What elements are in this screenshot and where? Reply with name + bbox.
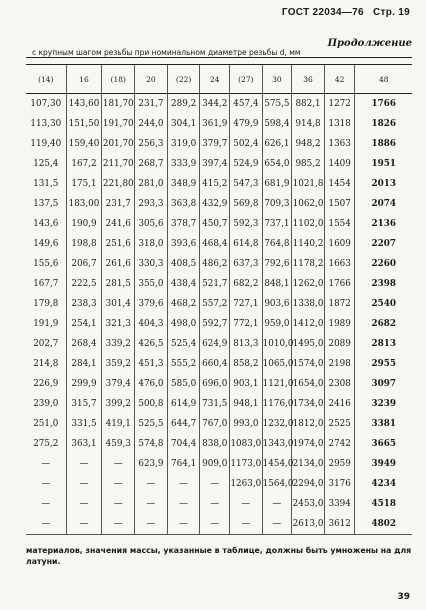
table-cell: 524,9 bbox=[229, 154, 262, 174]
table-cell: 181,70 bbox=[102, 94, 135, 115]
table-cell: 333,9 bbox=[167, 154, 200, 174]
table-cell: 1232,0 bbox=[262, 414, 292, 434]
table-cell: 149,6 bbox=[33, 239, 59, 249]
table-cell: 3665 bbox=[355, 434, 412, 454]
table-cell: 143,60 bbox=[66, 94, 102, 115]
table-cell: 3097 bbox=[355, 374, 412, 394]
table-cell: 251,6 bbox=[102, 234, 135, 254]
table-cell: 159,40 bbox=[66, 134, 102, 154]
table-cell: 2453,0 bbox=[292, 494, 325, 514]
table-cell: 1021,8 bbox=[292, 174, 325, 194]
table-cell: 1495,0 bbox=[292, 334, 325, 354]
table-cell: 468,4 bbox=[200, 234, 230, 254]
table-cell: 419,1 bbox=[102, 414, 135, 434]
table-row bbox=[26, 194, 412, 214]
table-cell: 331,5 bbox=[66, 414, 102, 434]
table-cell: 289,2 bbox=[167, 94, 200, 115]
table-cell: 175,1 bbox=[66, 174, 102, 194]
table-cell: — bbox=[135, 494, 168, 514]
table-cell: — bbox=[167, 494, 200, 514]
table-cell: 1454,0 bbox=[262, 454, 292, 474]
table-row bbox=[26, 394, 412, 414]
table-row bbox=[26, 274, 412, 294]
table-cell: 231,7 bbox=[102, 194, 135, 214]
table-cell: 959,0 bbox=[262, 314, 292, 334]
table-cell: 451,3 bbox=[135, 354, 168, 374]
table-cell: 167,2 bbox=[66, 154, 102, 174]
table-row bbox=[26, 114, 412, 134]
table-cell: 486,2 bbox=[200, 254, 230, 274]
table-cell: — bbox=[167, 474, 200, 494]
table-cell: 1343,0 bbox=[262, 434, 292, 454]
table-cell: 764,1 bbox=[167, 454, 200, 474]
table-cell: 1102,0 bbox=[292, 214, 325, 234]
table-cell: 1173,0 bbox=[229, 454, 262, 474]
table-cell: 2260 bbox=[355, 254, 412, 274]
column-header: (27) bbox=[229, 65, 262, 94]
table-cell: 2134,0 bbox=[292, 454, 325, 474]
table-cell: 623,9 bbox=[135, 454, 168, 474]
table-cell: 626,1 bbox=[262, 134, 292, 154]
table-cell: — bbox=[41, 459, 51, 469]
column-header: 42 bbox=[324, 65, 355, 94]
table-cell: 731,5 bbox=[200, 394, 230, 414]
table-cell: 379,4 bbox=[102, 374, 135, 394]
table-cell: 1083,0 bbox=[229, 434, 262, 454]
table-cell: 415,2 bbox=[200, 174, 230, 194]
table-cell: 256,3 bbox=[135, 134, 168, 154]
column-header: (18) bbox=[102, 65, 135, 94]
table-row bbox=[26, 494, 412, 514]
table-cell: 1554 bbox=[324, 214, 355, 234]
table-cell: — bbox=[229, 494, 262, 514]
table-cell: 637,3 bbox=[229, 254, 262, 274]
table-cell: 363,8 bbox=[167, 194, 200, 214]
table-cell: 318,0 bbox=[135, 234, 168, 254]
table-cell: — bbox=[229, 514, 262, 535]
table-cell: 355,0 bbox=[135, 274, 168, 294]
table-cell: 468,2 bbox=[167, 294, 200, 314]
table-row bbox=[26, 214, 412, 234]
table-cell: — bbox=[167, 514, 200, 535]
table-cell: 3381 bbox=[355, 414, 412, 434]
page-header bbox=[276, 7, 410, 18]
table-cell: 614,9 bbox=[167, 394, 200, 414]
table-cell: 214,8 bbox=[33, 359, 59, 369]
table-cell: 315,7 bbox=[66, 394, 102, 414]
table-cell: 1574,0 bbox=[292, 354, 325, 374]
table-cell: 479,9 bbox=[229, 114, 262, 134]
table-cell: 569,8 bbox=[229, 194, 262, 214]
table-cell: 624,9 bbox=[200, 334, 230, 354]
table-cell: 592,7 bbox=[200, 314, 230, 334]
table-cell: 764,8 bbox=[262, 234, 292, 254]
table-cell: 1272 bbox=[324, 94, 355, 115]
table-row bbox=[26, 454, 412, 474]
table-cell: 557,2 bbox=[200, 294, 230, 314]
column-header: 30 bbox=[262, 65, 292, 94]
table-cell: — bbox=[135, 474, 168, 494]
table-cell: 1412,0 bbox=[292, 314, 325, 334]
table-row bbox=[26, 314, 412, 334]
table-cell: 1262,0 bbox=[292, 274, 325, 294]
table-cell: 993,0 bbox=[229, 414, 262, 434]
table-row bbox=[26, 154, 412, 174]
table-cell: 654,0 bbox=[262, 154, 292, 174]
table-cell: — bbox=[102, 474, 135, 494]
table-cell: 2525 bbox=[324, 414, 355, 434]
column-header: 36 bbox=[292, 65, 325, 94]
table-cell: 3612 bbox=[324, 514, 355, 535]
table-cell: 191,9 bbox=[33, 319, 59, 329]
table-cell: 2207 bbox=[355, 234, 412, 254]
table-cell: 155,6 bbox=[33, 259, 59, 269]
table-cell: 1010,0 bbox=[262, 334, 292, 354]
table-cell: 792,6 bbox=[262, 254, 292, 274]
table-cell: 1766 bbox=[355, 94, 412, 115]
table-cell: 1140,2 bbox=[292, 234, 325, 254]
table-cell: 2294,0 bbox=[292, 474, 325, 494]
table-cell: 2013 bbox=[355, 174, 412, 194]
table-cell: 2682 bbox=[355, 314, 412, 334]
table-cell: 321,3 bbox=[102, 314, 135, 334]
table-cell: 378,7 bbox=[167, 214, 200, 234]
table-cell: 143,6 bbox=[33, 219, 59, 229]
table-cell: 1263,0 bbox=[229, 474, 262, 494]
table-cell: 119,40 bbox=[30, 139, 62, 149]
table-cell: 131,5 bbox=[33, 179, 59, 189]
table-cell: 261,6 bbox=[102, 254, 135, 274]
table-cell: 2955 bbox=[355, 354, 412, 374]
table-cell: 2308 bbox=[324, 374, 355, 394]
table-cell: 903,6 bbox=[262, 294, 292, 314]
table-cell: 476,0 bbox=[135, 374, 168, 394]
table-cell: 525,5 bbox=[135, 414, 168, 434]
table-cell: 221,80 bbox=[102, 174, 135, 194]
column-header: 20 bbox=[135, 65, 168, 94]
table-cell: 226,9 bbox=[33, 379, 59, 389]
table-cell: 498,0 bbox=[167, 314, 200, 334]
table-cell: — bbox=[26, 514, 66, 535]
table-cell: 574,8 bbox=[135, 434, 168, 454]
table-cell: 2136 bbox=[355, 214, 412, 234]
table-cell: 251,0 bbox=[33, 419, 59, 429]
table-cell: 2613,0 bbox=[292, 514, 325, 535]
table-cell: 1826 bbox=[355, 114, 412, 134]
table-cell: 2742 bbox=[324, 434, 355, 454]
table-cell: 281,0 bbox=[135, 174, 168, 194]
table-cell: — bbox=[102, 514, 135, 535]
table-cell: 397,4 bbox=[200, 154, 230, 174]
table-row bbox=[26, 514, 412, 535]
table-cell: — bbox=[200, 474, 230, 494]
table-cell: 1989 bbox=[324, 314, 355, 334]
table-body bbox=[26, 94, 412, 535]
mass-table bbox=[26, 64, 412, 535]
table-cell: 393,6 bbox=[167, 234, 200, 254]
table-cell: 660,4 bbox=[200, 354, 230, 374]
table-cell: 198,8 bbox=[66, 234, 102, 254]
table-cell: 681,9 bbox=[262, 174, 292, 194]
table-cell: 592,3 bbox=[229, 214, 262, 234]
table-cell: 2416 bbox=[324, 394, 355, 414]
table-cell: 2813 bbox=[355, 334, 412, 354]
table-cell: 432,9 bbox=[200, 194, 230, 214]
table-cell: 4518 bbox=[355, 494, 412, 514]
table-cell: 598,4 bbox=[262, 114, 292, 134]
table-cell: 1121,0 bbox=[262, 374, 292, 394]
table-cell: 348,9 bbox=[167, 174, 200, 194]
table-cell: 231,7 bbox=[135, 94, 168, 115]
table-cell: 1065,0 bbox=[262, 354, 292, 374]
table-cell: 585,0 bbox=[167, 374, 200, 394]
table-cell: 268,7 bbox=[135, 154, 168, 174]
table-cell: 547,3 bbox=[229, 174, 262, 194]
table-cell: 457,4 bbox=[229, 94, 262, 115]
table-row bbox=[26, 254, 412, 274]
table-cell: 727,1 bbox=[229, 294, 262, 314]
table-cell: 3239 bbox=[355, 394, 412, 414]
table-header-row bbox=[26, 65, 412, 94]
table-cell: 2198 bbox=[324, 354, 355, 374]
table-cell: 1766 bbox=[324, 274, 355, 294]
table-cell: 2959 bbox=[324, 454, 355, 474]
table-cell: 696,0 bbox=[200, 374, 230, 394]
table-cell: 179,8 bbox=[33, 299, 59, 309]
table-cell: — bbox=[41, 499, 51, 509]
table-cell: 1507 bbox=[324, 194, 355, 214]
table-row bbox=[26, 174, 412, 194]
table-cell: 4802 bbox=[355, 514, 412, 535]
table-cell: 206,7 bbox=[66, 254, 102, 274]
table-cell: 772,1 bbox=[229, 314, 262, 334]
table-cell: 1409 bbox=[324, 154, 355, 174]
table-cell: 521,7 bbox=[200, 274, 230, 294]
table-cell: 948,1 bbox=[229, 394, 262, 414]
table-cell: 1609 bbox=[324, 234, 355, 254]
table-cell: 379,7 bbox=[200, 134, 230, 154]
column-header: (14) bbox=[26, 65, 66, 94]
table-cell: 125,4 bbox=[33, 159, 59, 169]
table-cell: 3176 bbox=[324, 474, 355, 494]
table-cell: 500,8 bbox=[135, 394, 168, 414]
table-cell: 1178,2 bbox=[292, 254, 325, 274]
table-cell: 404,3 bbox=[135, 314, 168, 334]
table-cell: 858,2 bbox=[229, 354, 262, 374]
table-cell: — bbox=[262, 494, 292, 514]
table-cell: 293,3 bbox=[135, 194, 168, 214]
table-row bbox=[26, 374, 412, 394]
table-cell: 1812,0 bbox=[292, 414, 325, 434]
table-cell: 363,1 bbox=[66, 434, 102, 454]
table-cell: 284,1 bbox=[66, 354, 102, 374]
table-cell: 903,1 bbox=[229, 374, 262, 394]
table-cell: 985,2 bbox=[292, 154, 325, 174]
table-cell: 238,3 bbox=[66, 294, 102, 314]
table-cell: 201,70 bbox=[102, 134, 135, 154]
table-row bbox=[26, 474, 412, 494]
table-cell: 319,0 bbox=[167, 134, 200, 154]
table-cell: 299,9 bbox=[66, 374, 102, 394]
table-cell: 301,4 bbox=[102, 294, 135, 314]
table-row bbox=[26, 354, 412, 374]
table-cell: 1654,0 bbox=[292, 374, 325, 394]
table-cell: 2540 bbox=[355, 294, 412, 314]
table-cell: 241,6 bbox=[102, 214, 135, 234]
table-cell: 305,6 bbox=[135, 214, 168, 234]
table-cell: 2398 bbox=[355, 274, 412, 294]
table-cell: 339,2 bbox=[102, 334, 135, 354]
table-cell: 2074 bbox=[355, 194, 412, 214]
table-cell: 361,9 bbox=[200, 114, 230, 134]
table-cell: — bbox=[200, 514, 230, 535]
table-cell: 190,9 bbox=[66, 214, 102, 234]
table-cell: 281,5 bbox=[102, 274, 135, 294]
table-cell: 254,1 bbox=[66, 314, 102, 334]
header-rule bbox=[26, 57, 412, 58]
table-cell: 1974,0 bbox=[292, 434, 325, 454]
table-cell: 914,8 bbox=[292, 114, 325, 134]
table-cell: — bbox=[135, 514, 168, 535]
table-cell: 1062,0 bbox=[292, 194, 325, 214]
table-cell: — bbox=[41, 479, 51, 489]
page-label: Стр. 19 bbox=[372, 7, 410, 18]
table-cell: 1318 bbox=[324, 114, 355, 134]
table-cell: 525,4 bbox=[167, 334, 200, 354]
table-cell: 330,3 bbox=[135, 254, 168, 274]
table-cell: 344,2 bbox=[200, 94, 230, 115]
table-cell: 2089 bbox=[324, 334, 355, 354]
table-cell: 438,4 bbox=[167, 274, 200, 294]
table-cell: — bbox=[200, 494, 230, 514]
column-header: 48 bbox=[355, 65, 412, 94]
table-cell: 459,3 bbox=[102, 434, 135, 454]
table-row bbox=[26, 434, 412, 454]
table-subheading: с крупным шагом резьбы при номинальном диаметре резьбы d, мм bbox=[32, 48, 301, 57]
continuation-label: Продолжение bbox=[327, 38, 412, 49]
table-cell: 379,6 bbox=[135, 294, 168, 314]
table-cell: 704,4 bbox=[167, 434, 200, 454]
table-cell: 113,30 bbox=[30, 119, 62, 129]
table-cell: 191,70 bbox=[102, 114, 135, 134]
table-cell: 3949 bbox=[355, 454, 412, 474]
table-row bbox=[26, 334, 412, 354]
table-cell: — bbox=[66, 474, 102, 494]
table-cell: 1338,0 bbox=[292, 294, 325, 314]
table-cell: 399,2 bbox=[102, 394, 135, 414]
table-cell: 244,0 bbox=[135, 114, 168, 134]
table-cell: 426,5 bbox=[135, 334, 168, 354]
table-cell: 502,4 bbox=[229, 134, 262, 154]
table-cell: 1454 bbox=[324, 174, 355, 194]
table-cell: — bbox=[66, 454, 102, 474]
table-cell: 1734,0 bbox=[292, 394, 325, 414]
table-cell: 4234 bbox=[355, 474, 412, 494]
table-cell: 304,1 bbox=[167, 114, 200, 134]
table-cell: 275,2 bbox=[33, 439, 59, 449]
table-cell: 614,8 bbox=[229, 234, 262, 254]
table-cell: 1872 bbox=[324, 294, 355, 314]
table-cell: 709,3 bbox=[262, 194, 292, 214]
table-cell: 737,1 bbox=[262, 214, 292, 234]
table-row bbox=[26, 414, 412, 434]
footer-note: материалов, значения массы, указанные в таблице, должны быть умножены на для латуни. bbox=[26, 546, 412, 566]
table-cell: 644,7 bbox=[167, 414, 200, 434]
table-cell: 183,00 bbox=[66, 194, 102, 214]
table-row bbox=[26, 234, 412, 254]
page-number: 39 bbox=[397, 592, 410, 602]
table-row bbox=[26, 94, 412, 115]
table-cell: 151,50 bbox=[66, 114, 102, 134]
table-cell: 1564,0 bbox=[262, 474, 292, 494]
table-cell: 682,2 bbox=[229, 274, 262, 294]
table-cell: 1951 bbox=[355, 154, 412, 174]
table-cell: 268,4 bbox=[66, 334, 102, 354]
table-cell: 450,7 bbox=[200, 214, 230, 234]
table-cell: — bbox=[102, 454, 135, 474]
table-cell: 222,5 bbox=[66, 274, 102, 294]
column-header: 24 bbox=[200, 65, 230, 94]
table-row bbox=[26, 134, 412, 154]
table-cell: 555,2 bbox=[167, 354, 200, 374]
table-cell: 107,30 bbox=[30, 99, 62, 109]
table-cell: 239,0 bbox=[33, 399, 59, 409]
table-cell: — bbox=[66, 514, 102, 535]
table-cell: 838,0 bbox=[200, 434, 230, 454]
table-cell: 202,7 bbox=[33, 339, 59, 349]
table-cell: 948,2 bbox=[292, 134, 325, 154]
table-cell: 211,70 bbox=[102, 154, 135, 174]
table-cell: 882,1 bbox=[292, 94, 325, 115]
table-cell: 359,2 bbox=[102, 354, 135, 374]
table-row bbox=[26, 294, 412, 314]
table-cell: 909,0 bbox=[200, 454, 230, 474]
table-cell: — bbox=[262, 514, 292, 535]
table-cell: 575,5 bbox=[262, 94, 292, 115]
table-cell: — bbox=[66, 494, 102, 514]
table-cell: 408,5 bbox=[167, 254, 200, 274]
table-cell: 1886 bbox=[355, 134, 412, 154]
table-cell: 167,7 bbox=[33, 279, 59, 289]
table-cell: 3394 bbox=[324, 494, 355, 514]
table-cell: — bbox=[102, 494, 135, 514]
table-cell: 848,1 bbox=[262, 274, 292, 294]
table-cell: 1663 bbox=[324, 254, 355, 274]
column-header: (22) bbox=[167, 65, 200, 94]
table-cell: 1363 bbox=[324, 134, 355, 154]
table-cell: 1176,0 bbox=[262, 394, 292, 414]
standard-number: ГОСТ 22034—76 bbox=[281, 7, 364, 18]
table-cell: 813,3 bbox=[229, 334, 262, 354]
table-cell: 137,5 bbox=[33, 199, 59, 209]
table-cell: 767,0 bbox=[200, 414, 230, 434]
column-header: 16 bbox=[66, 65, 102, 94]
